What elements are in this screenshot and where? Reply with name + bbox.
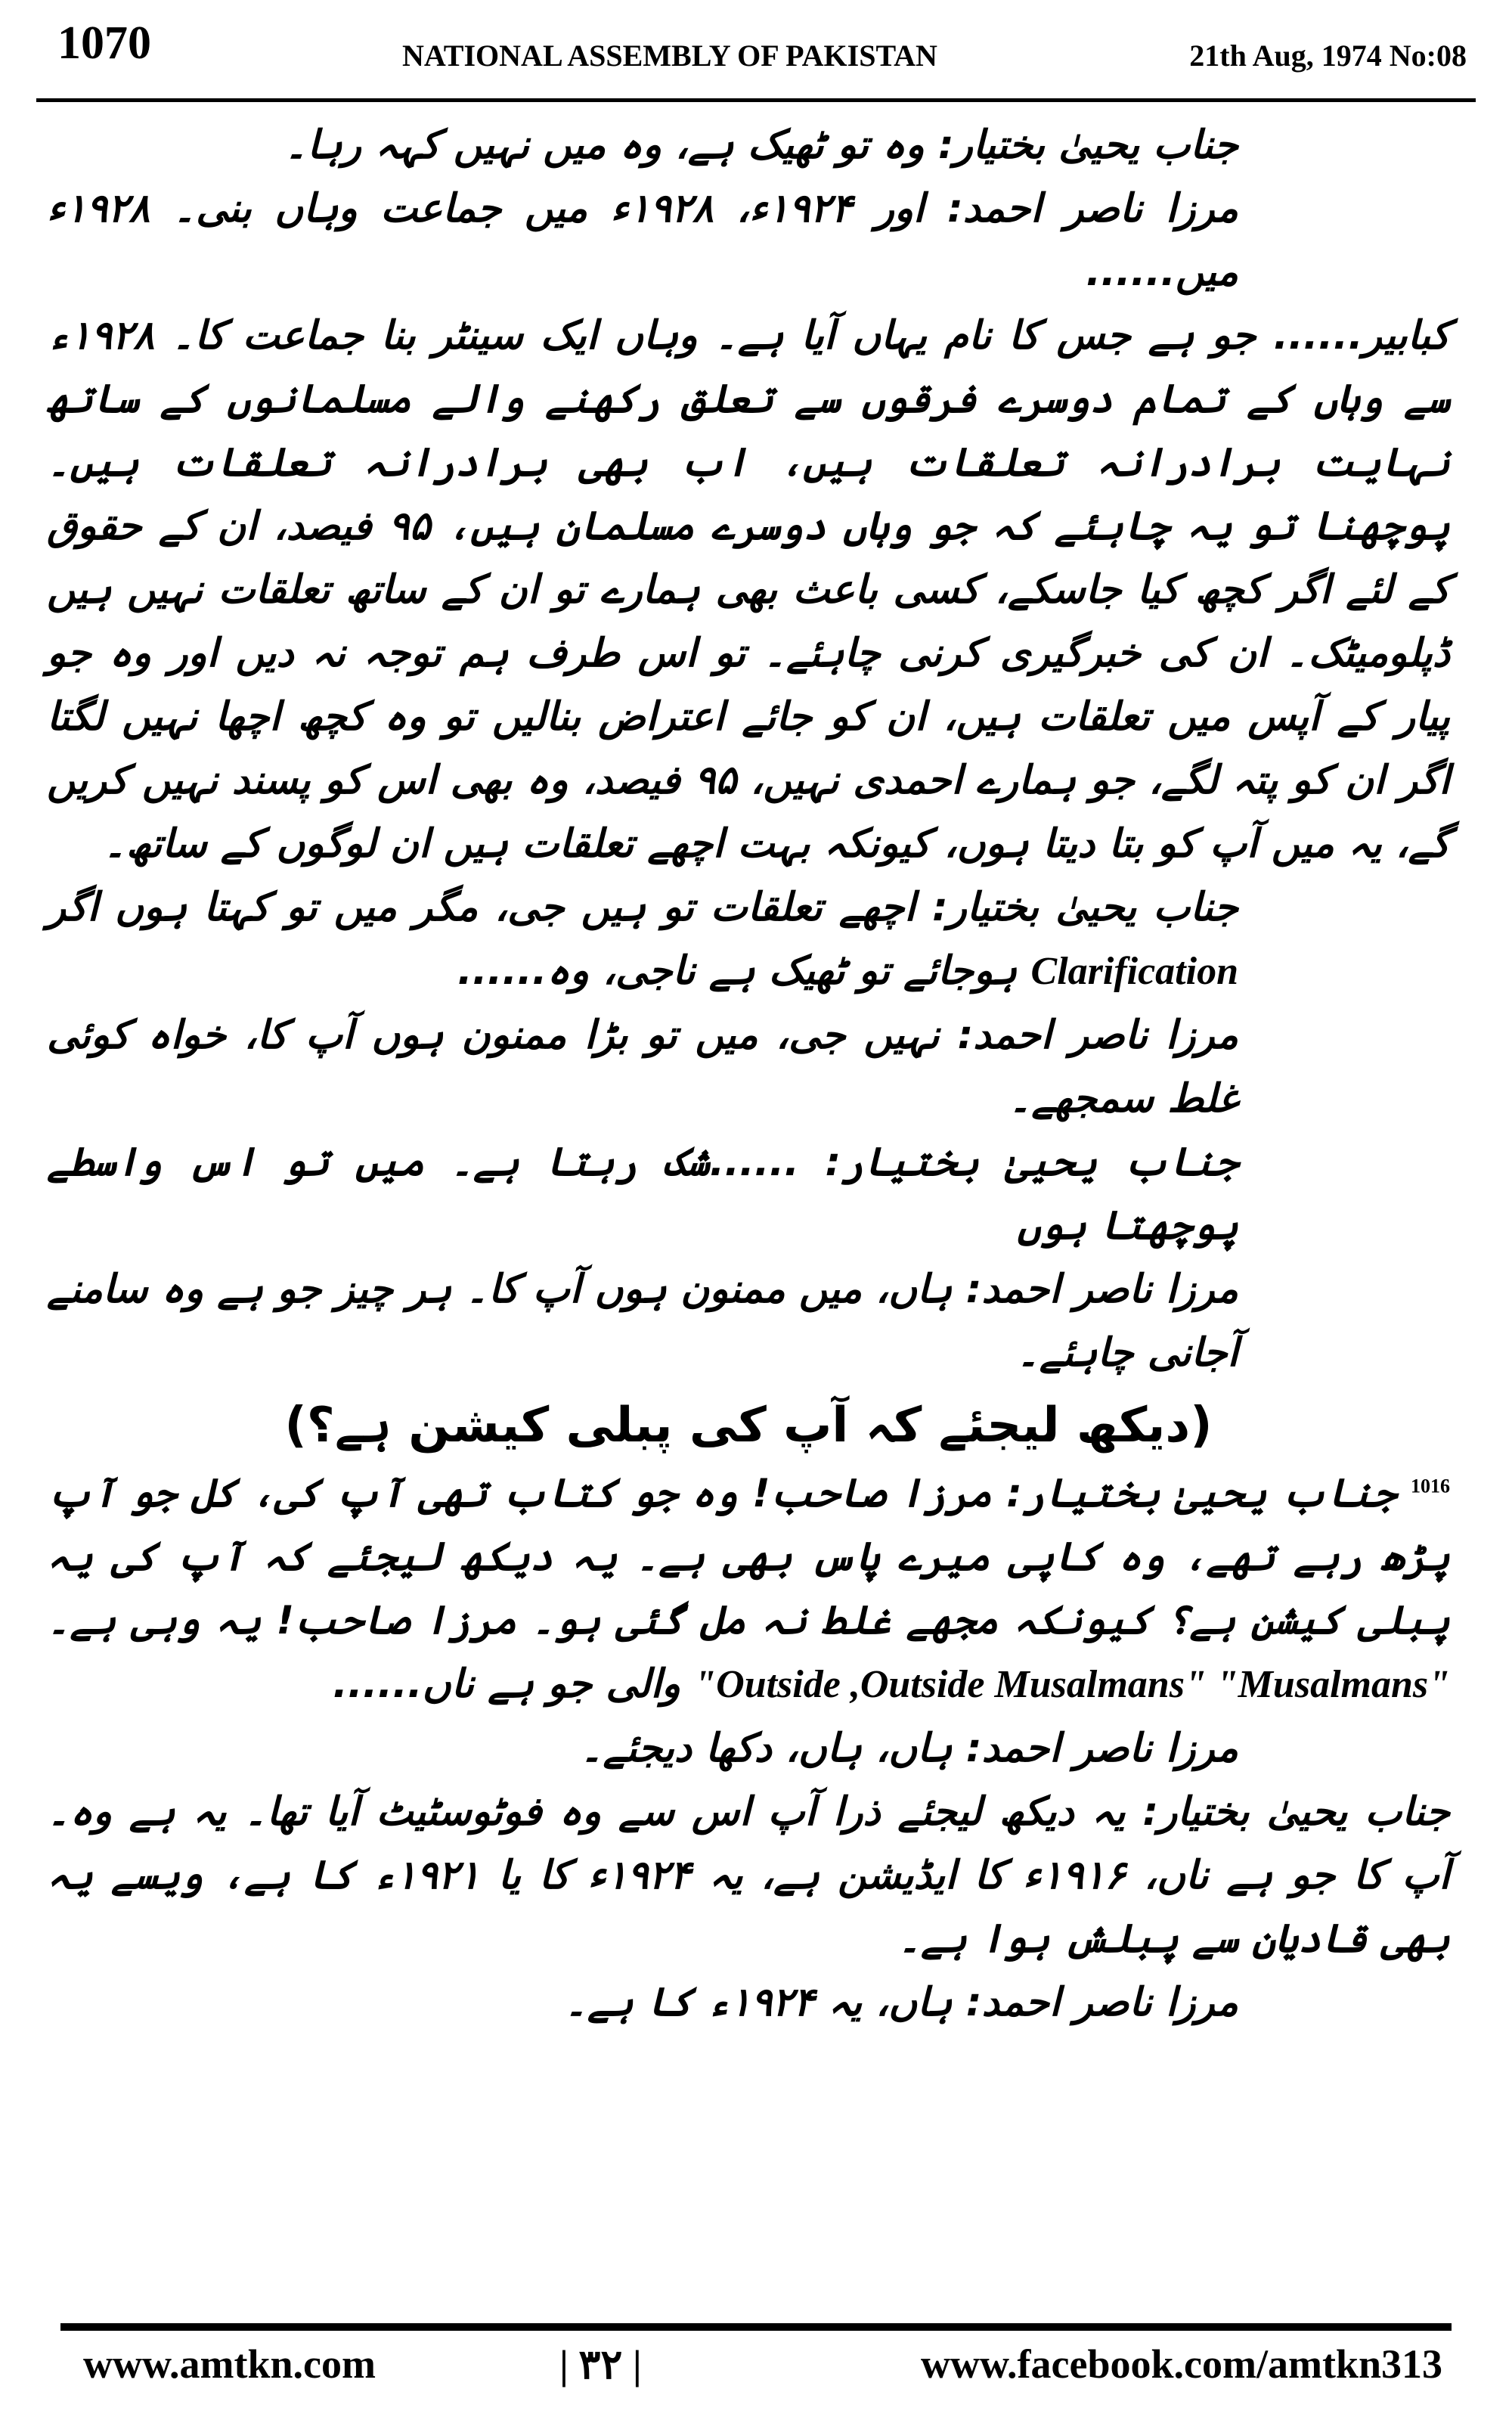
speech-text-continued: ہوجائے تو ٹھیک ہے ناجی، وہ...... — [457, 948, 1018, 994]
speaker-name: مرزا ناصر احمد: — [947, 186, 1238, 231]
page-footer — [60, 2341, 1452, 2401]
transcript-paragraph — [47, 1717, 1450, 1780]
speech-text: کبابیر...... جو ہے جس کا نام یہاں آیا ہے۔ وہاں ایک سینٹر بنا جماعت کا۔ ۱۹۲۸ء سے وہاں کے تمام دوسرے فرقوں سے تعلق رکھنے والے مسلمانوں کے ساتھ نہایت برادرانہ تعلقات ہیں، اب بھی برادرانہ تعلقات ہیں۔ پوچھنا تو یہ چاہئے کہ جو وہاں دوسرے مسلمان ہیں، ۹۵ فیصد، ان کے حقوق کے لئے اگر کچھ کیا جاسکے، کسی باعث بھی ہمارے تو ان کے ساتھ تعلقات نہیں ہیں ڈپلومیٹک۔ ان کی خبرگیری کرنی چاہئے۔ تو اس طرف ہم توجہ نہ دیں اور وہ جو پیار کے آپس میں تعلقات ہیں، ان کو جائے اعتراض بنالیں تو وہ کچھ اچھا نہیں لگتا اگر ان کو پتہ لگے، جو ہمارے احمدی نہیں، ۹۵ فیصد، وہ بھی اس کو پسند نہیں کریں گے، یہ میں آپ کو بتا دیتا ہوں، کیونکہ بہت اچھے تعلقات ہیں ان لوگوں کے ساتھ۔ — [47, 313, 1450, 867]
transcript-paragraph — [47, 304, 1450, 876]
speech-text: اچھے تعلقات تو ہیں جی، مگر میں تو کہتا ہوں اگر — [47, 885, 916, 930]
speech-text: یہ دیکھ لیجئے ذرا آپ اس سے وہ فوٹوسٹیٹ آیا تھا۔ یہ ہے وہ۔ آپ کا جو ہے ناں، ۱۹۱۶ء کا ایڈیشن ہے، یہ ۱۹۲۴ء کا یا ۱۹۲۱ء کا ہے، ویسے یہ بھی قادیان سے پبلش ہوا ہے۔ — [47, 1789, 1451, 1962]
footer-rule — [60, 2323, 1452, 2331]
speaker-name: جناب یحییٰ بختیار: — [1142, 1789, 1450, 1835]
speech-text-continued: والی جو ہے ناں...... — [333, 1661, 681, 1707]
speech-text: ......شک رہتا ہے۔ میں تو اس واسطے پوچھتا ہوں — [47, 1140, 1238, 1249]
transcript-paragraph — [47, 1131, 1450, 1258]
transcript-paragraph — [47, 1462, 1450, 1717]
speaker-name: جناب یحییٰ بختیار: — [825, 1140, 1238, 1185]
speaker-name: جناب یحییٰ بختیار: — [931, 885, 1238, 930]
transcript-paragraph — [47, 876, 1450, 1004]
speech-text: مرزا صاحب! وہ جو کتاب تھی آپ کی، کل جو آپ پڑھ رہے تھے، وہ کاپی میرے پاس بھی ہے۔ یہ دیکھ لیجئے کہ آپ کی یہ پبلی کیشن ہے؟ کیونکہ مجھے غلط نہ مل گئی ہو۔ مرزا صاحب! یہ وہی ہے۔ — [47, 1471, 1450, 1643]
speech-text: ہاں، ہاں، دکھا دیجئے۔ — [580, 1726, 953, 1771]
speaker-name: مرزا ناصر احمد: — [957, 1013, 1239, 1058]
english-term: Clarification — [1030, 950, 1238, 993]
section-heading: (دیکھ لیجئے کہ آپ کی پبلی کیشن ہے؟) — [284, 1398, 1213, 1454]
transcript-paragraph — [47, 113, 1450, 177]
transcript-paragraph — [47, 1971, 1450, 2034]
transcript-paragraph — [47, 1780, 1450, 1971]
speaker-name: مرزا ناصر احمد: — [965, 1980, 1238, 2025]
speech-text: وہ تو ٹھیک ہے، وہ میں نہیں کہہ رہا۔ — [284, 123, 925, 168]
running-date: 21th Aug, 1974 No:08 — [1189, 39, 1467, 73]
website-link[interactable]: www.amtkn.com — [83, 2341, 376, 2387]
page-header — [36, 0, 1476, 102]
transcript-paragraph — [47, 1004, 1450, 1131]
speaker-name: مرزا ناصر احمد: — [965, 1267, 1239, 1312]
english-term: "Outside ,Outside Musalmans" "Musalmans" — [694, 1663, 1450, 1706]
speech-text: نہیں جی، میں تو بڑا ممنون ہوں آپ کا، خواہ کوئی غلط سمجھے۔ — [47, 1013, 1238, 1122]
facebook-link[interactable]: www.facebook.com/amtkn313 — [921, 2341, 1442, 2387]
speech-text: اور ۱۹۲۴ء، ۱۹۲۸ء میں جماعت وہاں بنی۔ ۱۹۲۸ء میں...... — [47, 186, 1238, 295]
footer-page-marker: | ۳۲ | — [559, 2342, 642, 2387]
footnote-marker: 1016 — [1411, 1475, 1451, 1497]
transcript-paragraph — [47, 1258, 1450, 1385]
speaker-name: جناب یحییٰ بختیار: — [937, 123, 1238, 168]
running-title: NATIONAL ASSEMBLY OF PAKISTAN — [402, 39, 937, 73]
speech-text: ہاں، یہ ۱۹۲۴ء کا ہے۔ — [564, 1980, 953, 2025]
transcript-body — [47, 113, 1450, 2034]
speech-text: ہاں، میں ممنون ہوں آپ کا۔ ہر چیز جو ہے وہ سامنے آجانی چاہئے۔ — [47, 1267, 1238, 1376]
transcript-paragraph — [47, 177, 1450, 304]
speaker-name: مرزا ناصر احمد: — [965, 1726, 1238, 1771]
speaker-name: جناب یحییٰ بختیار: — [1006, 1471, 1396, 1516]
page-number: 1070 — [57, 17, 151, 69]
